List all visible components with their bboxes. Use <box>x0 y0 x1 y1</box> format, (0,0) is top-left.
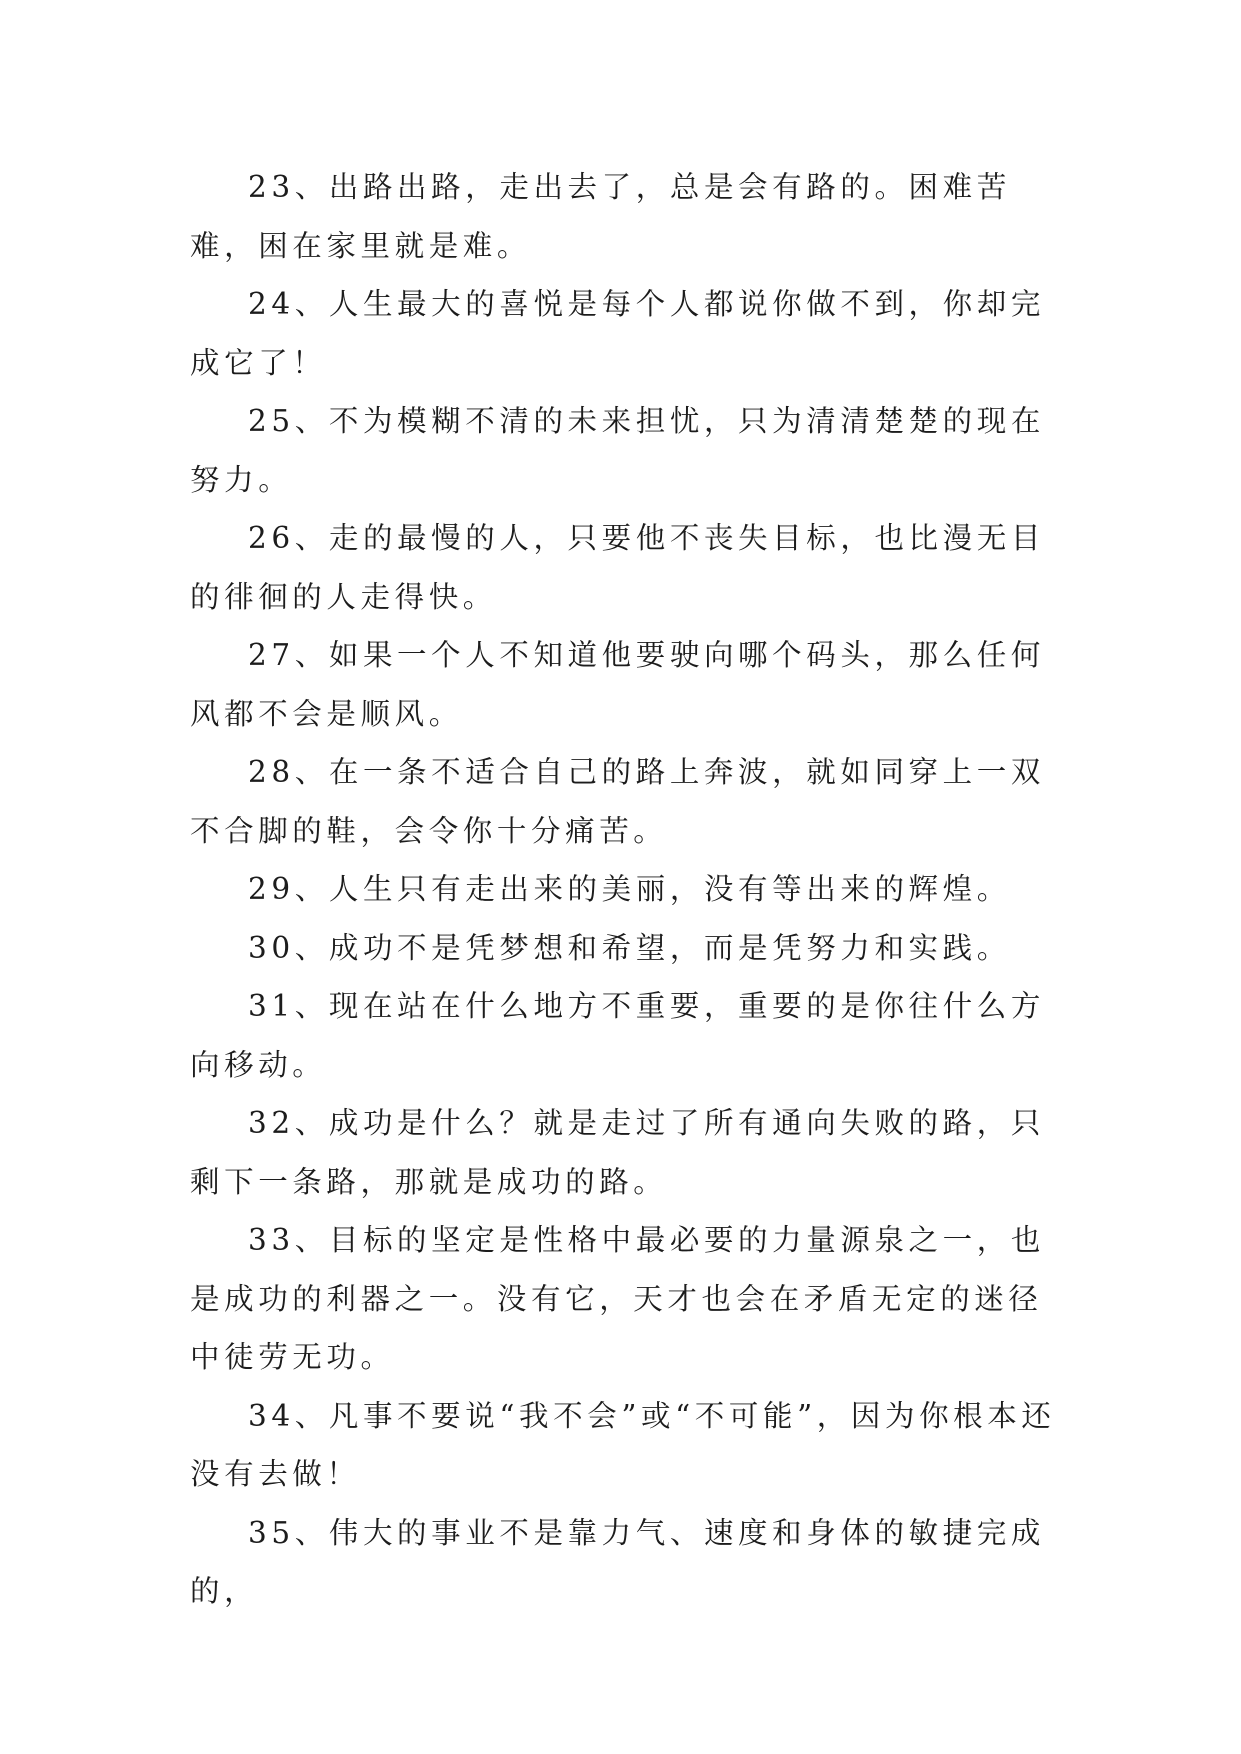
quote-paragraph-31: 31、现在站在什么地方不重要，重要的是你往什么方向移动。 <box>190 989 1045 1082</box>
quote-paragraph-32: 32、成功是什么？就是走过了所有通向失败的路，只剩下一条路，那就是成功的路。 <box>190 1106 1045 1199</box>
quote-paragraph-27: 27、如果一个人不知道他要驶向哪个码头，那么任何风都不会是顺风。 <box>190 638 1045 731</box>
quote-paragraph-34: 34、凡事不要说“我不会”或“不可能”，因为你根本还没有去做！ <box>190 1398 1056 1491</box>
quote-paragraph-24: 24、人生最大的喜悦是每个人都说你做不到，你却完成它了！ <box>190 287 1045 380</box>
document-body <box>190 158 1060 1621</box>
quote-paragraph-30: 30、成功不是凭梦想和希望，而是凭努力和实践。 <box>248 930 1011 965</box>
quote-paragraph-29: 29、人生只有走出来的美丽，没有等出来的辉煌。 <box>248 872 1011 906</box>
quote-paragraph-26: 26、走的最慢的人，只要他不丧失目标，也比漫无目的徘徊的人走得快。 <box>190 521 1045 614</box>
quote-paragraph-28: 28、在一条不适合自己的路上奔波，就如同穿上一双不合脚的鞋，会令你十分痛苦。 <box>190 755 1045 848</box>
quote-paragraph-33: 33、目标的坚定是性格中最必要的力量源泉之一，也是成功的利器之一。没有它，天才也会在矛盾无定的迷径中徒劳无功。 <box>190 1223 1045 1374</box>
quote-paragraph-25: 25、不为模糊不清的未来担忧，只为清清楚楚的现在努力。 <box>190 404 1045 497</box>
quote-paragraph-23: 23、出路出路，走出去了，总是会有路的。困难苦难，困在家里就是难。 <box>190 170 1011 263</box>
quote-paragraph-35: 35、伟大的事业不是靠力气、速度和身体的敏捷完成的， <box>190 1515 1045 1608</box>
